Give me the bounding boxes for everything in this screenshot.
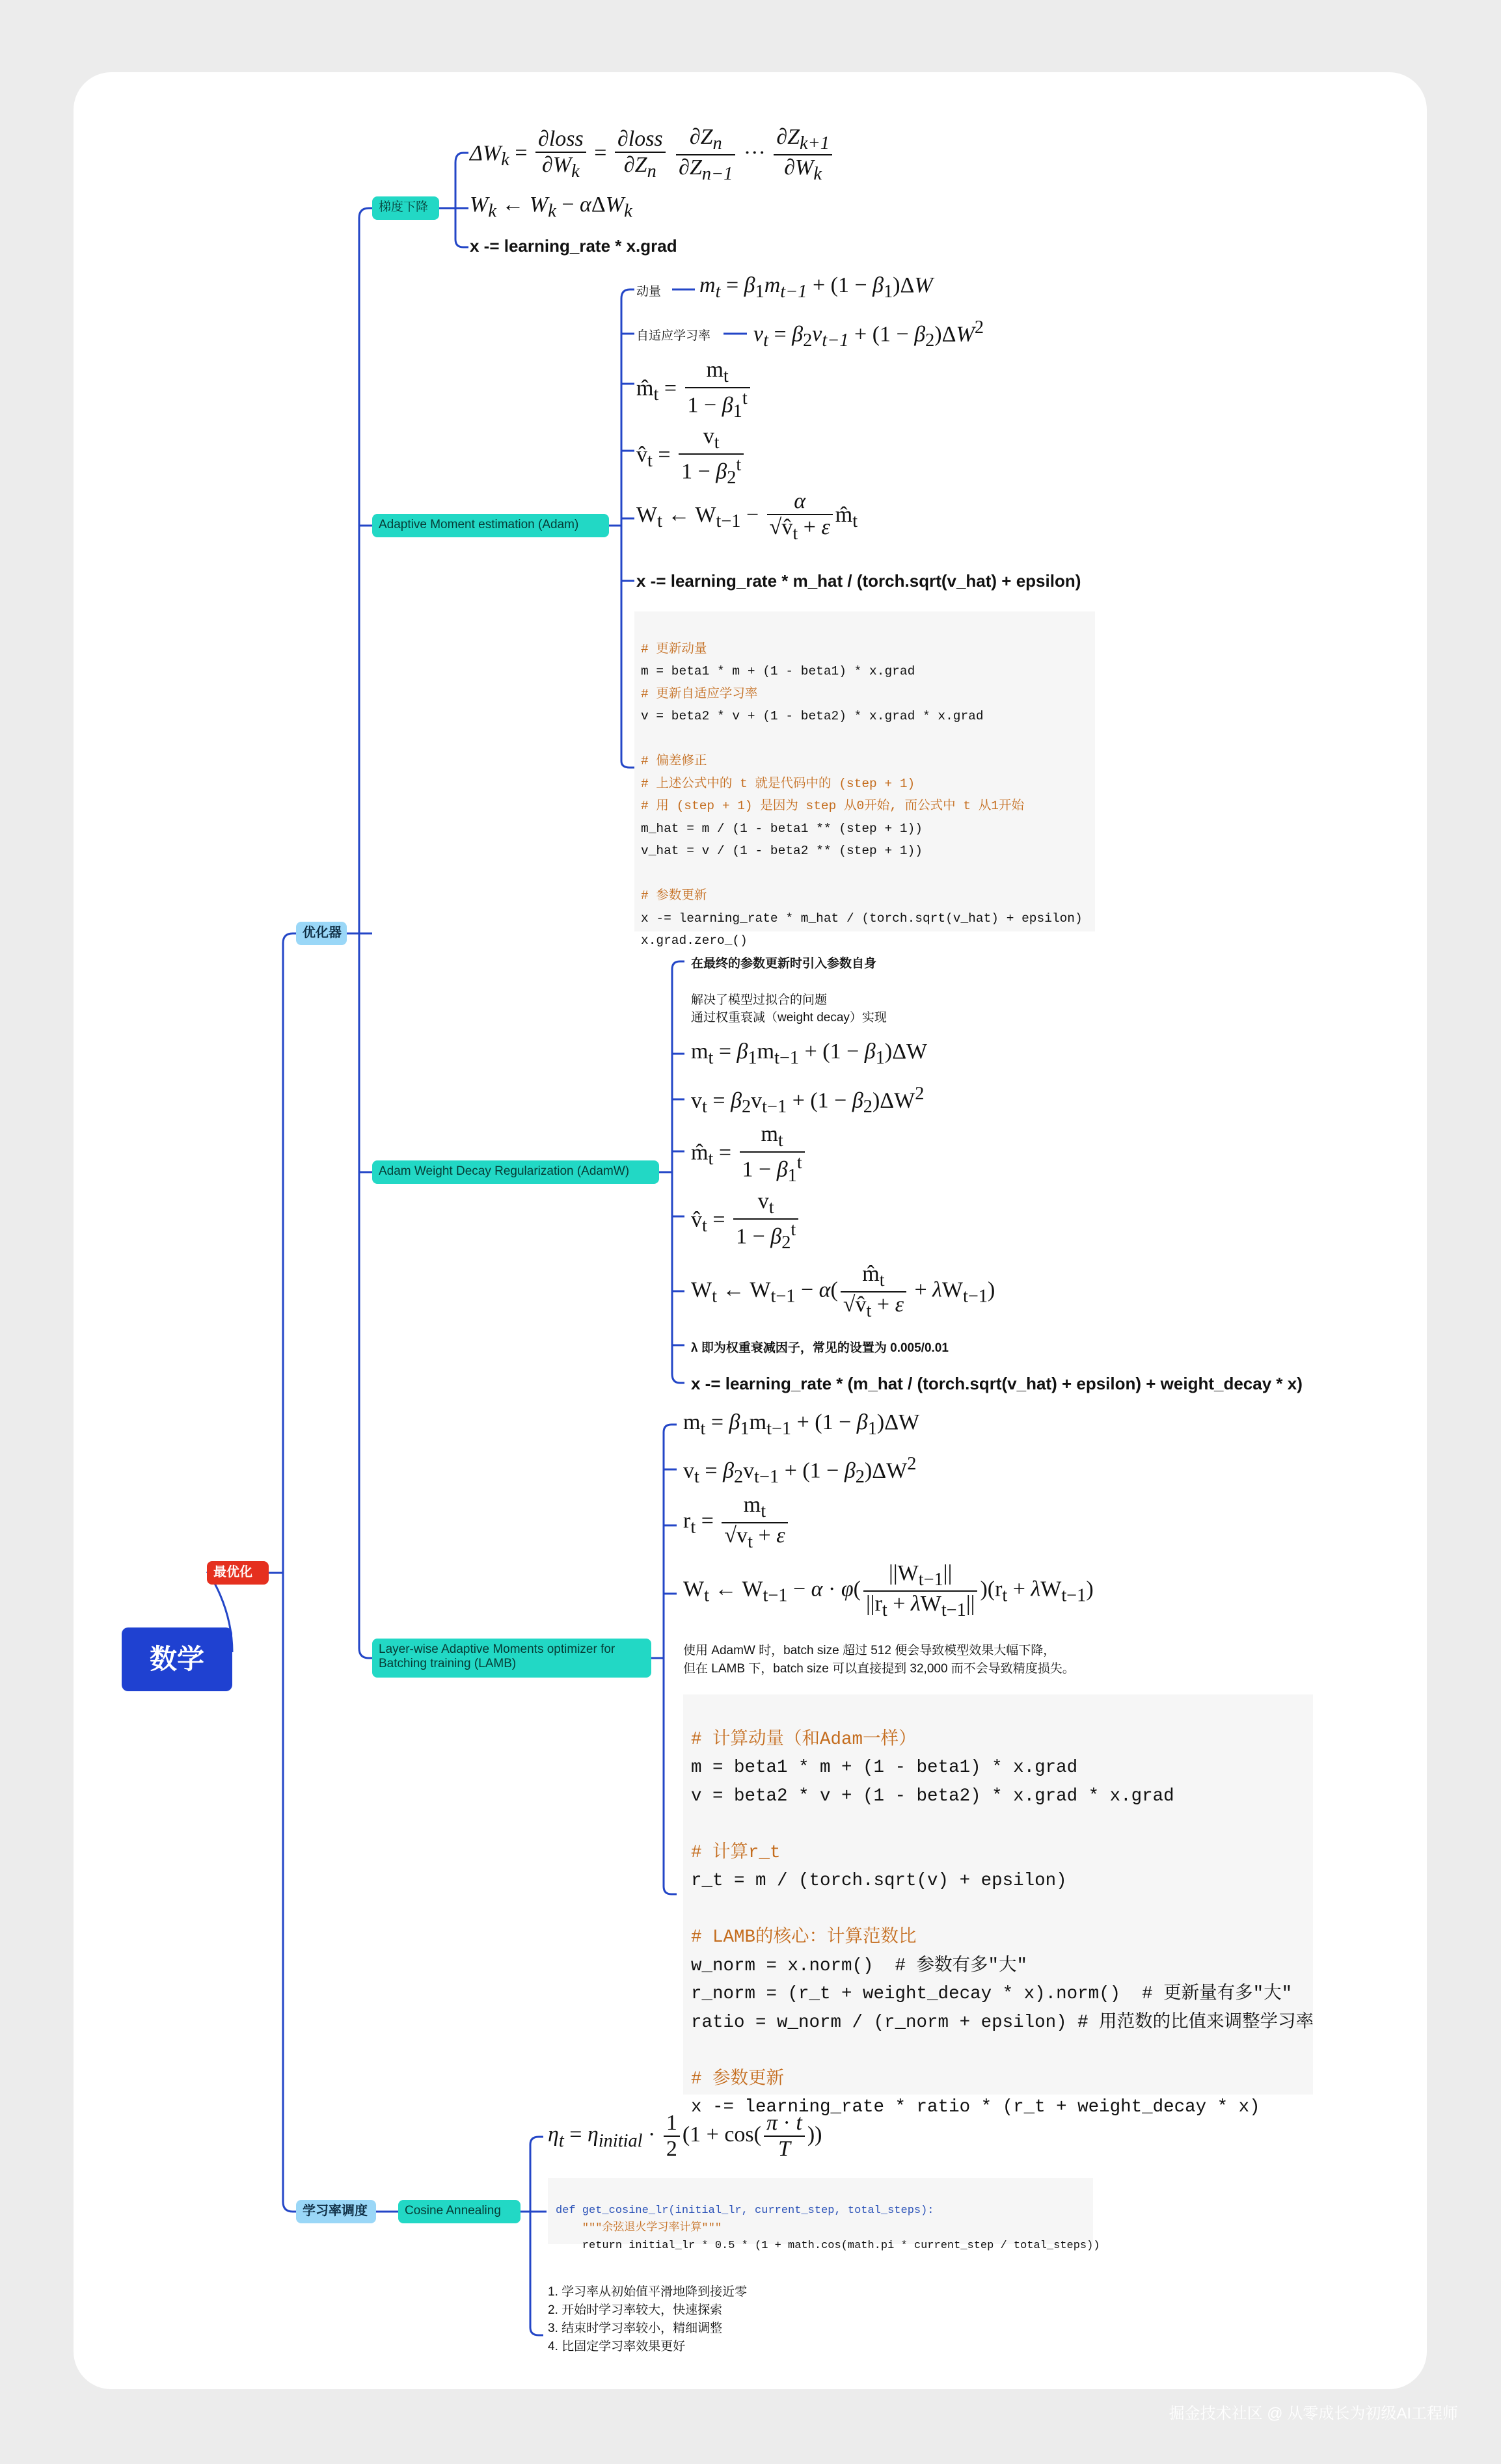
adamw-mhat-formula: $m̂_t$ = $\frac{m_t}{1 - \beta_1^t}$	[691, 1122, 807, 1186]
lamb-r-formula: $r_t$ = $\frac{m_t}{√v_t + \varepsilon}$	[683, 1493, 791, 1553]
code-line: # 参数更新	[641, 889, 707, 903]
code-line: x.grad.zero_()	[641, 933, 748, 948]
code-line: # 参数更新	[691, 2069, 785, 2089]
code-line: # 偏差修正	[641, 754, 707, 768]
gd-node[interactable]: 梯度下降	[372, 196, 439, 220]
adamw-solves: 解决了模型过拟合的问题	[691, 993, 828, 1007]
adamw-via: 通过权重衰减（weight decay）实现	[691, 1011, 887, 1024]
adam-vhat-formula: $v̂_t$ = $\frac{v_t}{1 - \beta_2^t}$	[636, 424, 746, 489]
code-line	[691, 1895, 1305, 1924]
lamb-node[interactable]	[372, 1639, 651, 1678]
adam-mhat-formula: $m̂_t$ = $\frac{m_t}{1 - \beta_1^t}$	[636, 358, 753, 422]
code-line: # 更新自适应学习率	[641, 686, 758, 701]
list-item: 2. 开始时学习率较大，快速探索	[548, 2303, 723, 2317]
code-line: # LAMB的核心：计算范数比	[691, 1927, 917, 1948]
adam-update-formula: $W_t$ ← $W_{t-1}$ − $\frac{\alpha}{√v̂_t + \varepsilon}$ $m̂_t$	[636, 489, 858, 544]
code-line: # 用 (step + 1) 是因为 step 从0开始, 而公式中 t 从1开始	[641, 799, 1024, 813]
code-line: v = beta2 * v + (1 - beta2) * x.grad * x.grad	[691, 1786, 1174, 1806]
code-line: ratio = w_norm / (r_norm + epsilon) # 用范数的比值来调整学习率	[691, 2012, 1314, 2033]
code-line	[641, 863, 1089, 885]
optimizer-node[interactable]: 优化器	[296, 922, 347, 945]
lamb-note-2: 但在 LAMB 下，batch size 可以直接提到 32,000 而不会导致精度损失。	[683, 1662, 1075, 1676]
adam-code-snippet	[634, 611, 1095, 948]
code-line: m_hat = m / (1 - beta1 ** (step + 1))	[641, 821, 923, 836]
cosine-formula: $\eta_t = \eta_{initial}$ · $\frac{1}{2}$ (1 + cos( $\frac{\pi \cdot t}{T}$ ))	[548, 2111, 822, 2161]
list-item: 1. 学习率从初始值平滑地降到接近零	[548, 2285, 748, 2299]
adam-code: x -= learning_rate * m_hat / (torch.sqrt(v_hat) + epsilon)	[636, 571, 1081, 591]
watermark: 掘金技术社区 @ 从零成长为初级AI工程师	[1169, 2405, 1458, 2422]
adamw-lambda-note: λ 即为权重衰减因子，常见的设置为 0.005/0.01	[691, 1341, 949, 1355]
gd-chain-rule-formula: $\Delta W_k$ = $\frac{\text{∂loss}}{\partial W_k}$ = $\frac{\text{∂loss}}{\partial Z_n}$ $\frac{\partial Z_n}{\partial Z_{n-1}}$ ··· $\frac{\partial Z_{k+1}}{\partial W_k}$	[470, 125, 835, 185]
adam-momentum-formula: $m_t = \beta_1m_{t-1} + (1 - \beta_1)\Delta W$	[699, 273, 933, 302]
code-line: # 计算r_t	[691, 1842, 781, 1863]
adam-adaptive-formula: $v_t = \beta_2v_{t-1} + (1 - \beta_2)\Delta W^2$	[753, 317, 984, 351]
optimization-node[interactable]: 最优化	[207, 1561, 269, 1585]
code-line	[691, 2037, 1305, 2065]
lamb-note-1: 使用 AdamW 时，batch size 超过 512 便会导致模型效果大幅下降，	[683, 1644, 1056, 1657]
adam-node[interactable]: Adaptive Moment estimation (Adam)	[372, 514, 609, 537]
code-line: """余弦退火学习率计算"""	[556, 2222, 722, 2234]
code-line: return initial_lr * 0.5 * (1 + math.cos(math.pi * current_step / total_steps))	[556, 2240, 1100, 2252]
code-line: w_norm = x.norm() # 参数有多"大"	[691, 1955, 1028, 1976]
list-item: 3. 结束时学习率较小，精细调整	[548, 2322, 723, 2335]
code-line: def get_cosine_lr(initial_lr, current_step, total_steps):	[556, 2204, 934, 2217]
lamb-code-snippet	[683, 1694, 1314, 2117]
code-line: # 上述公式中的 t 就是代码中的 (step + 1)	[641, 776, 915, 791]
list-item: 4. 比固定学习率效果更好	[548, 2340, 686, 2353]
code-line: x -= learning_rate * m_hat / (torch.sqrt(v_hat) + epsilon)	[641, 911, 1083, 926]
code-line: r_norm = (r_t + weight_decay * x).norm() # 更新量有多"大"	[691, 1984, 1293, 2004]
code-line: m = beta1 * m + (1 - beta1) * x.grad	[691, 1758, 1078, 1778]
code-line: v_hat = v / (1 - beta2 ** (step + 1))	[641, 844, 923, 858]
adam-adaptive-label: 自适应学习率	[636, 329, 711, 343]
code-line: m = beta1 * m + (1 - beta1) * x.grad	[641, 664, 915, 678]
adamw-m-formula: $m_t = \beta_1m_{t-1} + (1 - \beta_1)\Delta W$	[691, 1039, 928, 1068]
code-line: r_t = m / (torch.sqrt(v) + epsilon)	[691, 1871, 1067, 1891]
lamb-m-formula: $m_t = \beta_1m_{t-1} + (1 - \beta_1)\Delta W$	[683, 1410, 920, 1439]
code-line: x -= learning_rate * ratio * (r_t + weight_decay * x)	[691, 2097, 1260, 2117]
lamb-label-line1: Layer-wise Adaptive Moments optimizer for	[379, 1642, 615, 1656]
code-line: v = beta2 * v + (1 - beta2) * x.grad * x.grad	[641, 709, 984, 723]
adamw-vhat-formula: $v̂_t$ = $\frac{v_t}{1 - \beta_2^t}$	[691, 1189, 801, 1253]
lamb-update-formula: $W_t$ ← $W_{t-1} - \alpha \cdot \varphi$( $\frac{||W_{t-1}||}{||r_t + \lambda W_{t-1}||}$ )$(r_t + \lambda W_{t-1})$	[683, 1561, 1094, 1620]
adamw-code: x -= learning_rate * (m_hat / (torch.sqrt(v_hat) + epsilon) + weight_decay * x)	[691, 1374, 1303, 1393]
code-line	[641, 728, 1089, 751]
cosine-node[interactable]: Cosine Annealing	[398, 2200, 521, 2223]
lamb-v-formula: $v_t = \beta_2v_{t-1} + (1 - \beta_2)\Delta W^2$	[683, 1454, 917, 1488]
cosine-code-snippet	[548, 2178, 1100, 2252]
code-line: # 更新动量	[641, 641, 707, 656]
lamb-label-line2: Batching training (LAMB)	[379, 1656, 517, 1670]
lr-schedule-node[interactable]: 学习率调度	[296, 2200, 376, 2223]
adamw-v-formula: $v_t = \beta_2v_{t-1} + (1 - \beta_2)\Delta W^2$	[691, 1084, 925, 1118]
root-node[interactable]: 数学	[122, 1627, 232, 1691]
adamw-node[interactable]: Adam Weight Decay Regularization (AdamW)	[372, 1160, 659, 1184]
gd-code: x -= learning_rate * x.grad	[470, 236, 677, 256]
code-line	[691, 1810, 1305, 1839]
adam-momentum-label: 动量	[636, 285, 662, 299]
gd-update-formula: $W_k$ ← $W_k - \alpha\Delta W_k$	[470, 193, 632, 221]
cosine-points-list	[548, 2265, 747, 2356]
adamw-update-formula: $W_t$ ← $W_{t-1} - \alpha$( $\frac{m̂_t}{√v̂_t + \varepsilon}$ + $\lambda W_{t-1}$)	[691, 1262, 995, 1321]
code-line: # 计算动量（和Adam一样）	[691, 1729, 917, 1750]
adamw-intro: 在最终的参数更新时引入参数自身	[691, 957, 877, 971]
